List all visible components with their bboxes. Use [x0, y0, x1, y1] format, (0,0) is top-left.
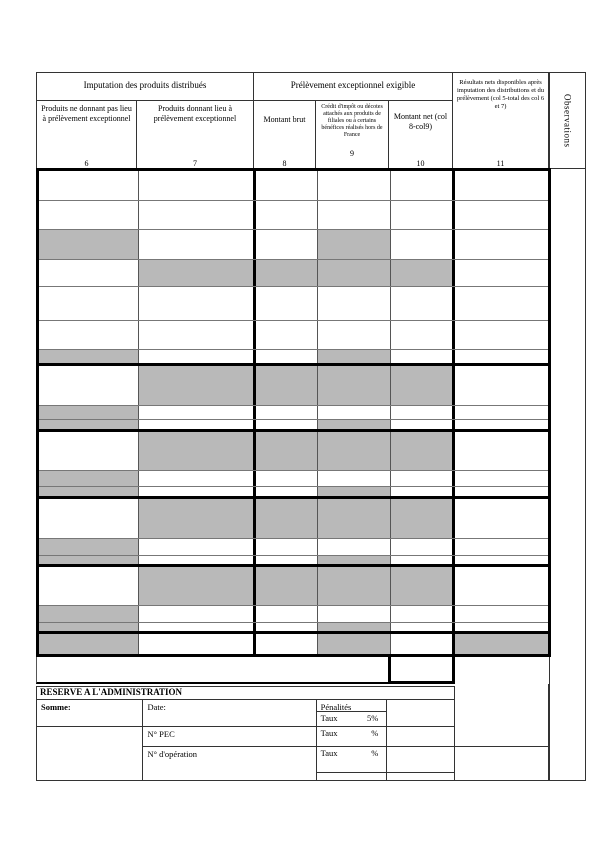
body-cell-c6 — [39, 171, 139, 200]
body-cell-c10 — [391, 406, 455, 419]
body-cell-c11 — [455, 406, 548, 419]
body-cell-c7 — [139, 487, 256, 496]
body-cell-c7 — [139, 406, 256, 419]
col9-label: Crédit d'impôt ou décotes attachés aux produits de filiales ou à certains bénéfices réalisés hors de France — [321, 104, 383, 139]
taux-value: 5% — [366, 713, 379, 723]
body-cell-c6 — [39, 556, 139, 564]
header-group-imputation-label: Imputation des produits distribués — [83, 80, 207, 90]
body-cell-c10 — [391, 171, 455, 200]
body-cell-c8 — [256, 556, 318, 564]
body-cell-c8 — [256, 606, 318, 622]
body-cell-c6 — [39, 230, 139, 259]
date-label: Date: — [143, 700, 315, 727]
body-cell-c10 — [391, 321, 455, 349]
body-cell-c11 — [455, 487, 548, 496]
body-cell-c7 — [139, 350, 256, 363]
table-row — [39, 606, 548, 623]
body-cell-c11 — [455, 321, 548, 349]
body-cell-c10 — [391, 567, 455, 605]
body-cell-c8 — [256, 287, 318, 320]
penalites-label: Pénalités — [317, 700, 387, 712]
table-row — [39, 634, 548, 657]
body-cell-c11 — [455, 260, 548, 286]
body-cell-c6 — [39, 567, 139, 605]
col10-label: Montant net (col 8-col9) — [393, 112, 448, 131]
body-cell-c11 — [455, 201, 548, 229]
body-cell-c11 — [455, 287, 548, 320]
table-row — [39, 260, 548, 287]
body-cell-c10 — [391, 420, 455, 429]
table-row — [39, 556, 548, 567]
body-cell-c9 — [318, 539, 391, 555]
observations-column — [549, 72, 586, 781]
body-cell-c11 — [455, 539, 548, 555]
body-cell-c6 — [39, 321, 139, 349]
body-cell-c8 — [256, 623, 318, 631]
taux-value: % — [371, 728, 379, 738]
admin-col-refs — [143, 700, 316, 781]
body-cell-c9 — [318, 556, 391, 564]
table-row — [39, 287, 548, 321]
body-cell-c6 — [39, 406, 139, 419]
body-cell-c7 — [139, 432, 256, 470]
body-cell-c11 — [455, 556, 548, 564]
col7-label: Produits donnant lieu à prélèvement exceptionnel — [153, 104, 237, 123]
admin-right-cell-top — [455, 684, 548, 747]
body-cell-c10 — [391, 432, 455, 470]
body-cell-c9 — [318, 432, 391, 470]
body-cell-c11 — [455, 171, 548, 200]
col11-number: 11 — [496, 159, 505, 168]
table-row — [39, 366, 548, 406]
body-cell-c6 — [39, 350, 139, 363]
body-cell-c11 — [455, 350, 548, 363]
body-cell-c6 — [39, 499, 139, 538]
body-cell-c7 — [139, 634, 256, 654]
body-cell-c11 — [455, 634, 548, 654]
col6-header — [37, 101, 137, 169]
body-cell-c7 — [139, 230, 256, 259]
body-cell-c8 — [256, 432, 318, 470]
penalites-value-cell — [387, 727, 455, 747]
body-cell-c7 — [139, 321, 256, 349]
body-cell-c6 — [39, 471, 139, 486]
body-cell-c8 — [256, 487, 318, 496]
body-cell-c11 — [455, 366, 548, 405]
body-cell-c8 — [256, 471, 318, 486]
col10-number: 10 — [416, 159, 425, 168]
table-row — [39, 406, 548, 420]
body-cell-c8 — [256, 230, 318, 259]
body-cell-c9 — [318, 287, 391, 320]
col9-number: 9 — [350, 149, 354, 158]
observations-header — [550, 73, 585, 169]
body-cell-c8 — [256, 539, 318, 555]
pec-label: N° PEC — [143, 727, 315, 747]
table-row — [39, 567, 548, 606]
body-cell-c10 — [391, 499, 455, 538]
body-cell-c6 — [39, 487, 139, 496]
body-cell-c8 — [256, 420, 318, 429]
col8-label: Montant brut — [263, 115, 306, 124]
body-cell-c11 — [455, 420, 548, 429]
table-row — [39, 471, 548, 487]
body-cell-c7 — [139, 287, 256, 320]
body-cell-c9 — [318, 321, 391, 349]
header-group-prelevement — [254, 73, 453, 101]
admin-section — [36, 686, 455, 781]
table-row — [39, 499, 548, 539]
operation-label: N° d'opération — [147, 749, 198, 759]
body-cell-c9 — [318, 350, 391, 363]
body-cell-c9 — [318, 606, 391, 622]
body-cell-c6 — [39, 366, 139, 405]
body-cell-c10 — [391, 260, 455, 286]
body-cell-c10 — [391, 287, 455, 320]
body-cell-c6 — [39, 201, 139, 229]
body-cell-c6 — [39, 432, 139, 470]
body-cell-c7 — [139, 567, 256, 605]
body-cell-c8 — [256, 171, 318, 200]
table-row — [39, 623, 548, 634]
body-cell-c11 — [455, 567, 548, 605]
header-group-prelevement-label: Prélèvement exceptionnel exigible — [290, 80, 416, 90]
body-cell-c9 — [318, 487, 391, 496]
body-cell-c6 — [39, 623, 139, 631]
body-cell-c9 — [318, 171, 391, 200]
body-cell-c9 — [318, 634, 391, 654]
body-cell-c10 — [391, 366, 455, 405]
total-box — [388, 657, 455, 684]
table-row — [39, 321, 548, 350]
body-cell-c10 — [391, 487, 455, 496]
body-cell-c9 — [318, 230, 391, 259]
body-cell-c7 — [139, 260, 256, 286]
observations-label: Observations — [562, 93, 573, 148]
body-cell-c7 — [139, 471, 256, 486]
body-cell-c7 — [139, 171, 256, 200]
body-cell-c7 — [139, 539, 256, 555]
table-row — [39, 230, 548, 260]
taux-value: % — [371, 748, 379, 758]
penalites-column — [317, 700, 388, 781]
col7-header — [137, 101, 254, 169]
body-cell-c10 — [391, 230, 455, 259]
body-cell-c11 — [455, 230, 548, 259]
body-cell-c10 — [391, 350, 455, 363]
taux-row — [317, 747, 387, 773]
body-cell-c7 — [139, 201, 256, 229]
table-row — [39, 539, 548, 556]
admin-right-column — [455, 684, 549, 781]
taux-label: Taux — [320, 728, 338, 738]
body-cell-c6 — [39, 260, 139, 286]
body-cell-c8 — [256, 567, 318, 605]
body-cell-c10 — [391, 201, 455, 229]
body-cell-c6 — [39, 420, 139, 429]
table-body — [36, 168, 551, 657]
admin-grid — [37, 700, 454, 781]
body-cell-c10 — [391, 556, 455, 564]
body-cell-c6 — [39, 539, 139, 555]
body-cell-c7 — [139, 366, 256, 405]
table-row — [39, 350, 548, 366]
body-cell-c9 — [318, 201, 391, 229]
body-cell-c8 — [256, 406, 318, 419]
body-cell-c7 — [139, 606, 256, 622]
body-cell-c9 — [318, 420, 391, 429]
col11-label: Résultats nets disponibles après imputation des distributions et du prélèvement (col 5-total des col 6 et 7) — [456, 79, 545, 111]
taux-row — [317, 727, 387, 747]
body-cell-c7 — [139, 556, 256, 564]
table-row — [39, 171, 548, 201]
body-cell-c11 — [455, 499, 548, 538]
body-cell-c9 — [318, 623, 391, 631]
body-cell-c10 — [391, 471, 455, 486]
table-header — [36, 72, 549, 169]
taux-row — [317, 712, 387, 727]
table-row — [39, 487, 548, 499]
body-cell-c8 — [256, 260, 318, 286]
body-cell-c9 — [318, 471, 391, 486]
col11-header — [453, 73, 549, 169]
col9-header — [316, 101, 389, 169]
body-cell-c9 — [318, 260, 391, 286]
body-cell-c7 — [139, 499, 256, 538]
col8-number: 8 — [282, 159, 287, 168]
col6-number: 6 — [84, 159, 89, 168]
body-cell-c11 — [455, 471, 548, 486]
taux-label: Taux — [320, 748, 338, 758]
taux-label: Taux — [320, 713, 338, 723]
body-cell-c10 — [391, 634, 455, 654]
table-row — [39, 420, 548, 432]
body-cell-c8 — [256, 321, 318, 349]
col6-label: Produits ne donnant pas lieu à prélèvement exceptionnel — [41, 104, 132, 123]
body-cell-c8 — [256, 499, 318, 538]
body-cell-c9 — [318, 406, 391, 419]
penalites-value-cell — [387, 700, 455, 727]
body-cell-c10 — [391, 606, 455, 622]
body-cell-c11 — [455, 606, 548, 622]
sub-row-left-cell — [36, 657, 388, 684]
body-cell-c9 — [318, 499, 391, 538]
col7-number: 7 — [193, 159, 197, 168]
penalites-value-column — [387, 700, 454, 781]
admin-title: RESERVE A L'ADMINISTRATION — [37, 687, 454, 700]
body-cell-c6 — [39, 634, 139, 654]
body-cell-c6 — [39, 287, 139, 320]
body-cell-c8 — [256, 201, 318, 229]
sub-row — [36, 657, 455, 684]
penalites-value-cell — [387, 747, 455, 773]
col10-header — [389, 101, 453, 169]
body-cell-c8 — [256, 350, 318, 363]
body-cell-c8 — [256, 634, 318, 654]
col8-header — [254, 101, 316, 169]
admin-col-somme — [37, 700, 143, 781]
body-cell-c7 — [139, 623, 256, 631]
body-cell-c10 — [391, 539, 455, 555]
body-cell-c8 — [256, 366, 318, 405]
body-cell-c6 — [39, 606, 139, 622]
body-cell-c11 — [455, 432, 548, 470]
body-cell-c9 — [318, 366, 391, 405]
table-row — [39, 432, 548, 471]
header-group-imputation — [37, 73, 254, 101]
body-cell-c7 — [139, 420, 256, 429]
body-cell-c10 — [391, 623, 455, 631]
table-row — [39, 201, 548, 230]
somme-label: Somme: — [37, 700, 142, 727]
body-cell-c11 — [455, 623, 548, 631]
body-cell-c9 — [318, 567, 391, 605]
